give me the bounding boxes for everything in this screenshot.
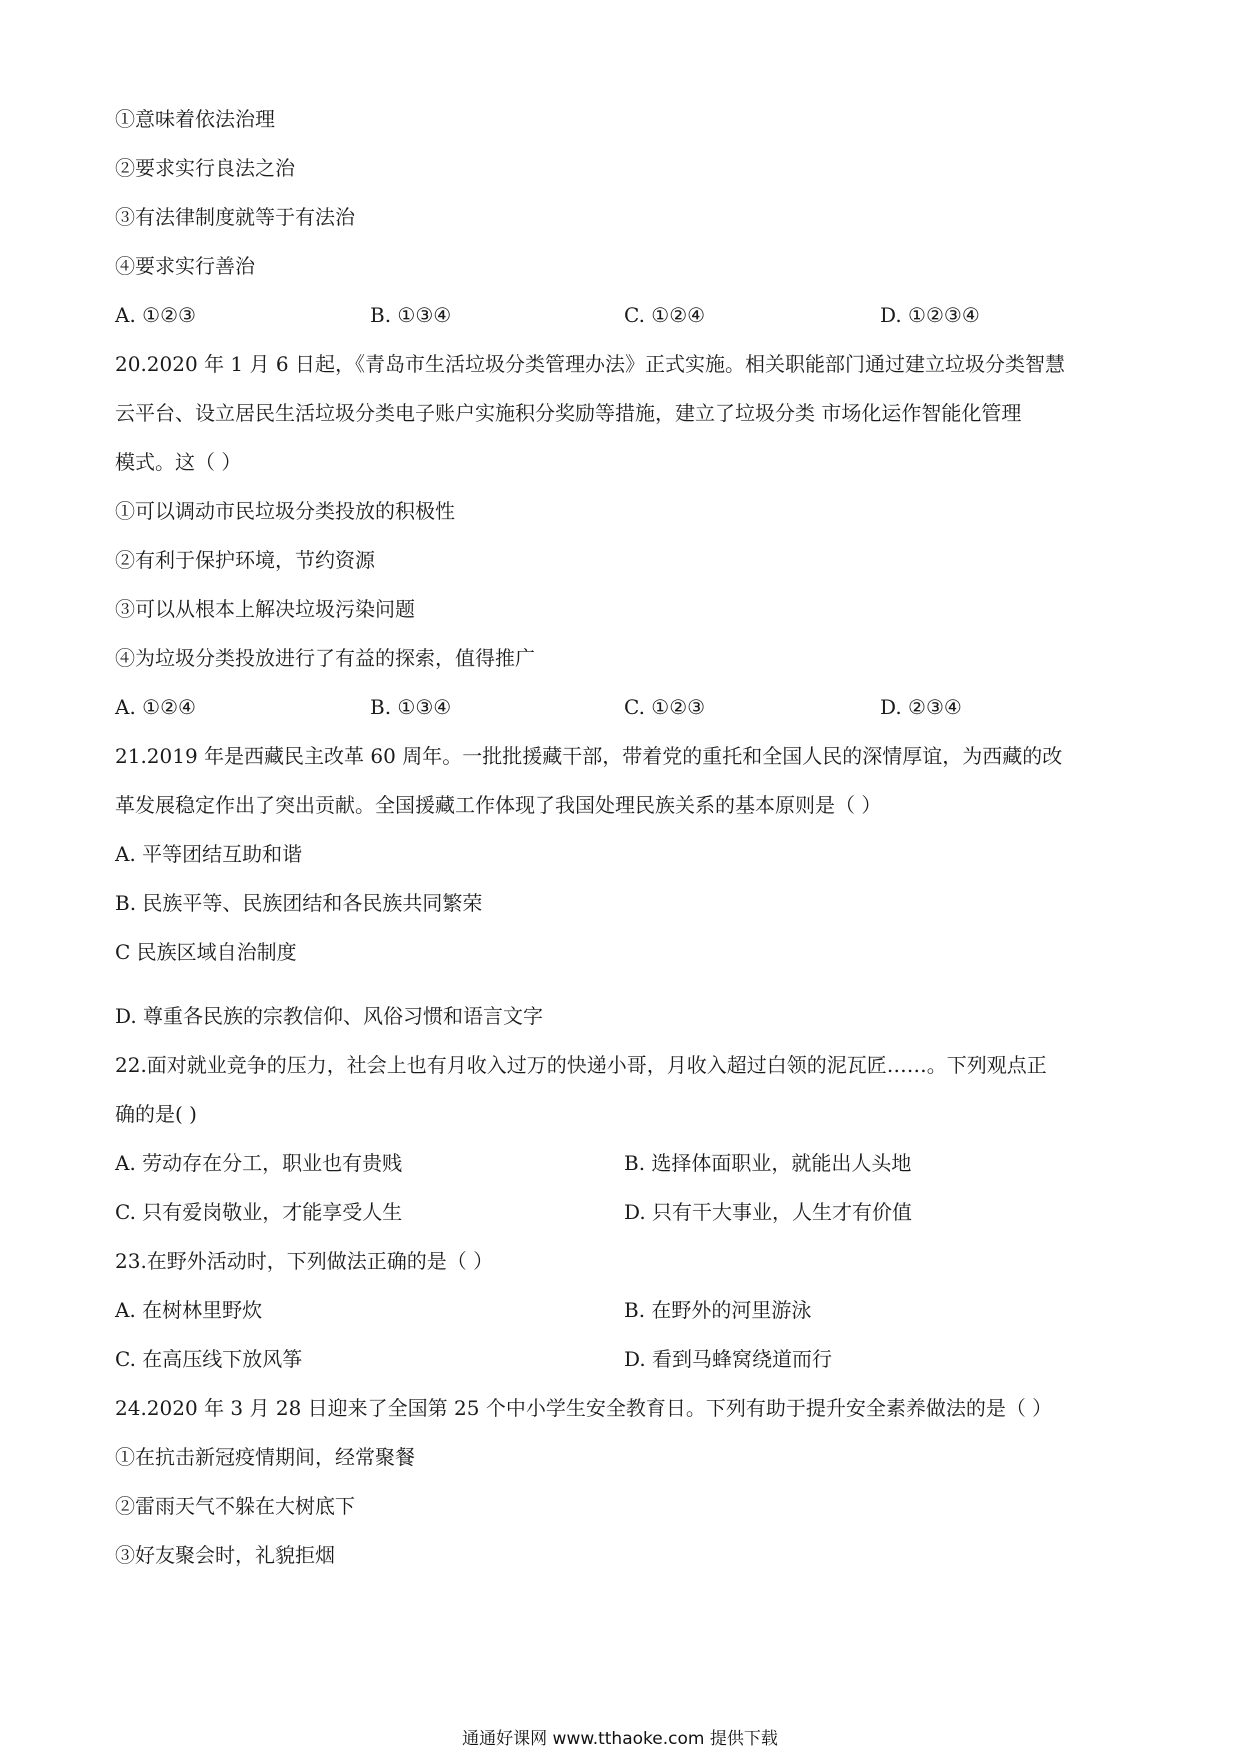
page-footer: 通通好课网 www.tthaoke.com 提供下载	[462, 1729, 778, 1749]
q20-item-2: ②有利于保护环境，节约资源	[115, 548, 375, 572]
q20-option-a: A. ①②④	[115, 695, 196, 719]
q20-option-d: D. ②③④	[880, 695, 962, 719]
q19-item-4: ④要求实行善治	[115, 254, 255, 278]
q21-option-b: B. 民族平等、民族团结和各民族共同繁荣	[115, 891, 483, 915]
q24-item-1: ①在抗击新冠疫情期间，经常聚餐	[115, 1445, 415, 1469]
q22-stem-line-2: 确的是( )	[115, 1102, 197, 1126]
q22-option-c: C. 只有爱岗敬业，才能享受人生	[115, 1200, 403, 1224]
q22-option-d: D. 只有干大事业，人生才有价值	[624, 1200, 913, 1224]
q23-option-d: D. 看到马蜂窝绕道而行	[624, 1347, 833, 1371]
q21-stem-line-2: 革发展稳定作出了突出贡献。全国援藏工作体现了我国处理民族关系的基本原则是（ ）	[115, 793, 882, 817]
q19-option-b: B. ①③④	[370, 303, 452, 327]
q23-stem: 23.在野外活动时，下列做法正确的是（ ）	[115, 1249, 494, 1273]
q19-option-d: D. ①②③④	[880, 303, 980, 327]
q19-item-1: ①意味着依法治理	[115, 107, 275, 131]
q20-stem-line-3: 模式。这（ ）	[115, 450, 242, 474]
q22-option-b: B. 选择体面职业，就能出人头地	[624, 1151, 912, 1175]
q20-item-1: ①可以调动市民垃圾分类投放的积极性	[115, 499, 455, 523]
q23-option-a: A. 在树林里野炊	[115, 1298, 263, 1322]
q20-option-b: B. ①③④	[370, 695, 452, 719]
q21-option-c: C 民族区域自治制度	[115, 940, 297, 964]
q19-option-a: A. ①②③	[115, 303, 196, 327]
q20-stem-line-1: 20.2020 年 1 月 6 日起，《青岛市生活垃圾分类管理办法》正式实施。相关职能部门通过建立垃圾分类智慧	[115, 352, 1065, 376]
q22-stem-line-1: 22.面对就业竞争的压力，社会上也有月收入过万的快递小哥，月收入超过白领的泥瓦匠……。下列观点正	[115, 1053, 1047, 1077]
q20-stem-line-2: 云平台、设立居民生活垃圾分类电子账户实施积分奖励等措施，建立了垃圾分类 市场化运作智能化管理	[115, 401, 1022, 425]
q22-option-a: A. 劳动存在分工，职业也有贵贱	[115, 1151, 403, 1175]
q23-option-b: B. 在野外的河里游泳	[624, 1298, 812, 1322]
q21-option-d: D. 尊重各民族的宗教信仰、风俗习惯和语言文字	[115, 1004, 544, 1028]
q20-item-4: ④为垃圾分类投放进行了有益的探索，值得推广	[115, 646, 535, 670]
q20-option-c: C. ①②③	[624, 695, 706, 719]
q21-stem-line-1: 21.2019 年是西藏民主改革 60 周年。一批批援藏干部，带着党的重托和全国人民的深情厚谊，为西藏的改	[115, 744, 1063, 768]
q19-item-3: ③有法律制度就等于有法治	[115, 205, 355, 229]
q21-option-a: A. 平等团结互助和谐	[115, 842, 303, 866]
q19-item-2: ②要求实行良法之治	[115, 156, 295, 180]
q19-option-c: C. ①②④	[624, 303, 706, 327]
q24-stem: 24.2020 年 3 月 28 日迎来了全国第 25 个中小学生安全教育日。下列有助于提升安全素养做法的是（ ）	[115, 1396, 1053, 1420]
q20-item-3: ③可以从根本上解决垃圾污染问题	[115, 597, 415, 621]
q24-item-3: ③好友聚会时，礼貌拒烟	[115, 1543, 335, 1567]
q24-item-2: ②雷雨天气不躲在大树底下	[115, 1494, 355, 1518]
q23-option-c: C. 在高压线下放风筝	[115, 1347, 303, 1371]
